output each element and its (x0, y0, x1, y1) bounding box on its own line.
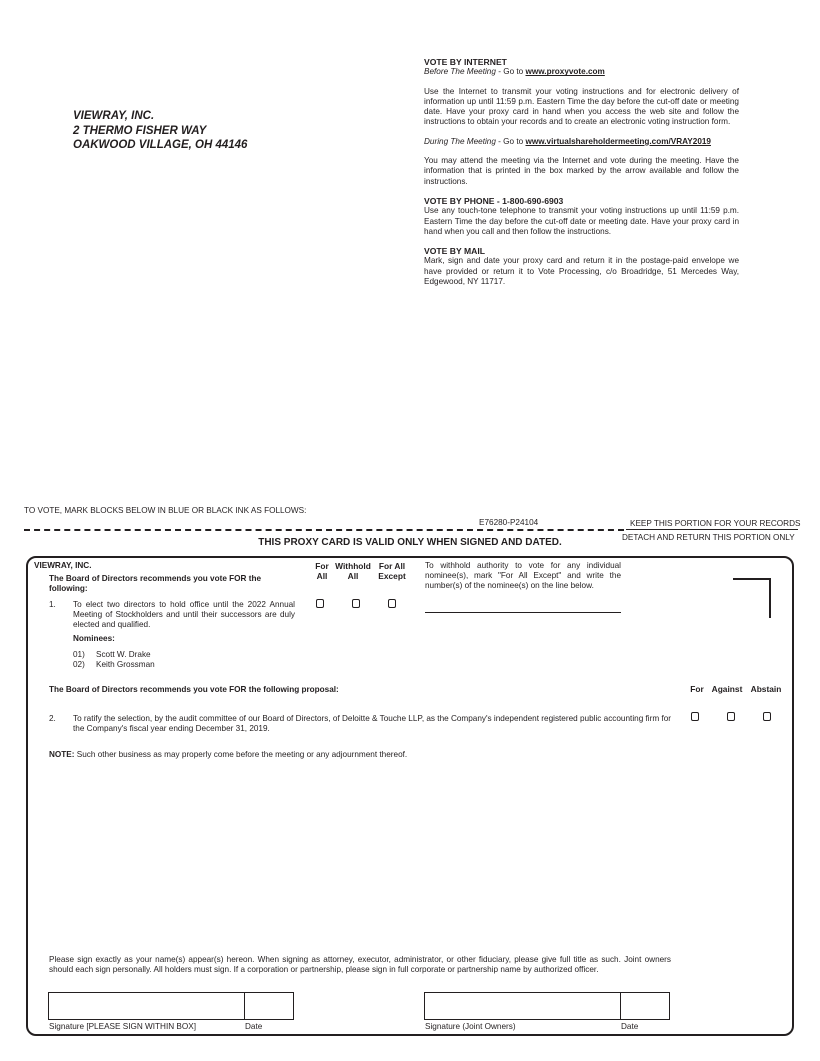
note-line (49, 750, 407, 760)
withhold-all-checkbox[interactable] (352, 599, 360, 608)
before-meeting-line (424, 67, 739, 77)
for-all-except-checkbox[interactable] (388, 599, 396, 608)
mail-body: Mark, sign and date your proxy card and return it in the postage-paid envelope we have provided or return it to Vote Processing, c/o Broadridge, 51 Mercedes Way, Edgewood, NY 11717. (424, 256, 739, 287)
virtual-meeting-link[interactable]: www.virtualshareholdermeeting.com/VRAY2019 (525, 136, 711, 146)
date-label: Date (245, 1022, 263, 1031)
joint-date-box[interactable] (621, 992, 670, 1020)
board-recommend-2: The Board of Directors recommends you vote FOR the following proposal: (49, 685, 339, 694)
against-checkbox[interactable] (727, 712, 735, 721)
signature-box[interactable] (48, 992, 245, 1020)
control-code: E76280-P24104 (479, 518, 539, 527)
voting-instructions (424, 57, 739, 296)
detach-line (24, 529, 624, 531)
nominee-02-num: 02) (73, 660, 85, 669)
keep-portion-label: KEEP THIS PORTION FOR YOUR RECORDS (630, 519, 801, 528)
withhold-instruction: To withhold authority to vote for any individual nominee(s), mark "For All Except" and write the number(s) of the nominee(s) on the line below. (425, 561, 621, 590)
for-checkbox[interactable] (691, 712, 699, 721)
note-text: Such other business as may properly come before the meeting or any adjournment thereof. (74, 750, 408, 759)
nominee-02-name: Keith Grossman (96, 660, 155, 669)
internet-body: Use the Internet to transmit your voting instructions and for electronic delivery of information up until 11:59 p.m. Eastern Time the day before the cut-off date or meeting date. Have your proxy card in hand when you access the web site and follow the instructions to obtain your records and to create an electronic voting instruction form. (424, 86, 739, 127)
item2-text: To ratify the selection, by the audit committee of our Board of Directors, of Deloitte & Touche LLP, as the Company's independent registered public accounting firm for the Company's fiscal year ending December 31, 2019. (73, 714, 671, 733)
joint-signature-box[interactable] (424, 992, 621, 1020)
address-line-1: VIEWRAY, INC. (73, 110, 155, 122)
col-for-all: For All (315, 561, 329, 581)
proxyvote-link[interactable]: www.proxyvote.com (525, 67, 605, 77)
valid-notice: THIS PROXY CARD IS VALID ONLY WHEN SIGNED AND DATED. (258, 537, 562, 548)
withhold-write-line[interactable] (425, 612, 621, 613)
item1-number: 1. (49, 600, 56, 609)
detach-return-label: DETACH AND RETURN THIS PORTION ONLY (622, 533, 795, 542)
col-abstain: Abstain (750, 684, 782, 694)
keep-underline (626, 529, 798, 530)
item2-number: 2. (49, 714, 56, 723)
internet-title: VOTE BY INTERNET (424, 57, 507, 67)
phone-title: VOTE BY PHONE - 1-800-690-6903 (424, 195, 564, 206)
ink-instruction: TO VOTE, MARK BLOCKS BELOW IN BLUE OR BLACK INK AS FOLLOWS: (24, 506, 307, 515)
arrow-corner-mark (733, 578, 771, 618)
nominee-01-name: Scott W. Drake (96, 650, 151, 659)
joint-signature-label: Signature (Joint Owners) (425, 1022, 516, 1031)
date-box[interactable] (245, 992, 294, 1020)
mail-title: VOTE BY MAIL (424, 246, 485, 257)
phone-body: Use any touch-tone telephone to transmit your voting instructions up until 11:59 p.m. Eastern Time the day before the cut-off date or meeting date. Have your proxy card in hand when you call and then follow the instructions. (424, 206, 739, 236)
col-for: For (690, 684, 704, 694)
for-all-checkbox[interactable] (316, 599, 324, 608)
sign-instruction: Please sign exactly as your name(s) appear(s) hereon. When signing as attorney, executor, administrator, or other fiduciary, please give full title as such. Joint owners should each sign personally. All holders must sign. If a corporation or partnership, please sign in full corporate or partnership name by authorized officer. (49, 955, 671, 974)
during-body: You may attend the meeting via the Internet and vote during the meeting. Have the information that is printed in the box marked by the arrow available and follow the instructions. (424, 156, 739, 186)
abstain-checkbox[interactable] (763, 712, 771, 721)
before-meeting-sep: - Go to (495, 67, 526, 77)
col-for-all-except: For All Except (378, 561, 406, 581)
card-company: VIEWRAY, INC. (34, 561, 92, 570)
col-against: Against (711, 684, 743, 694)
address-line-3: OAKWOOD VILLAGE, OH 44146 (73, 139, 248, 151)
nominee-01-num: 01) (73, 650, 85, 659)
mailing-address (73, 109, 247, 153)
during-meeting-sep: - Go to (495, 136, 526, 146)
nominees-label: Nominees: (73, 634, 115, 643)
board-recommend-1: The Board of Directors recommends you vote FOR the following: (49, 574, 262, 593)
note-label: NOTE: (49, 750, 75, 759)
col-withhold-all: Withhold All (335, 561, 371, 581)
joint-date-label: Date (621, 1022, 639, 1031)
address-line-2: 2 THERMO FISHER WAY (73, 124, 207, 137)
item1-text: To elect two directors to hold office until the 2022 Annual Meeting of Stockholders and until their successors are duly elected and qualified. (73, 600, 295, 629)
during-meeting-prefix: During The Meeting (424, 136, 496, 146)
before-meeting-prefix: Before The Meeting (424, 67, 496, 77)
signature-label: Signature [PLEASE SIGN WITHIN BOX] (49, 1022, 196, 1031)
during-meeting-line (424, 137, 739, 147)
